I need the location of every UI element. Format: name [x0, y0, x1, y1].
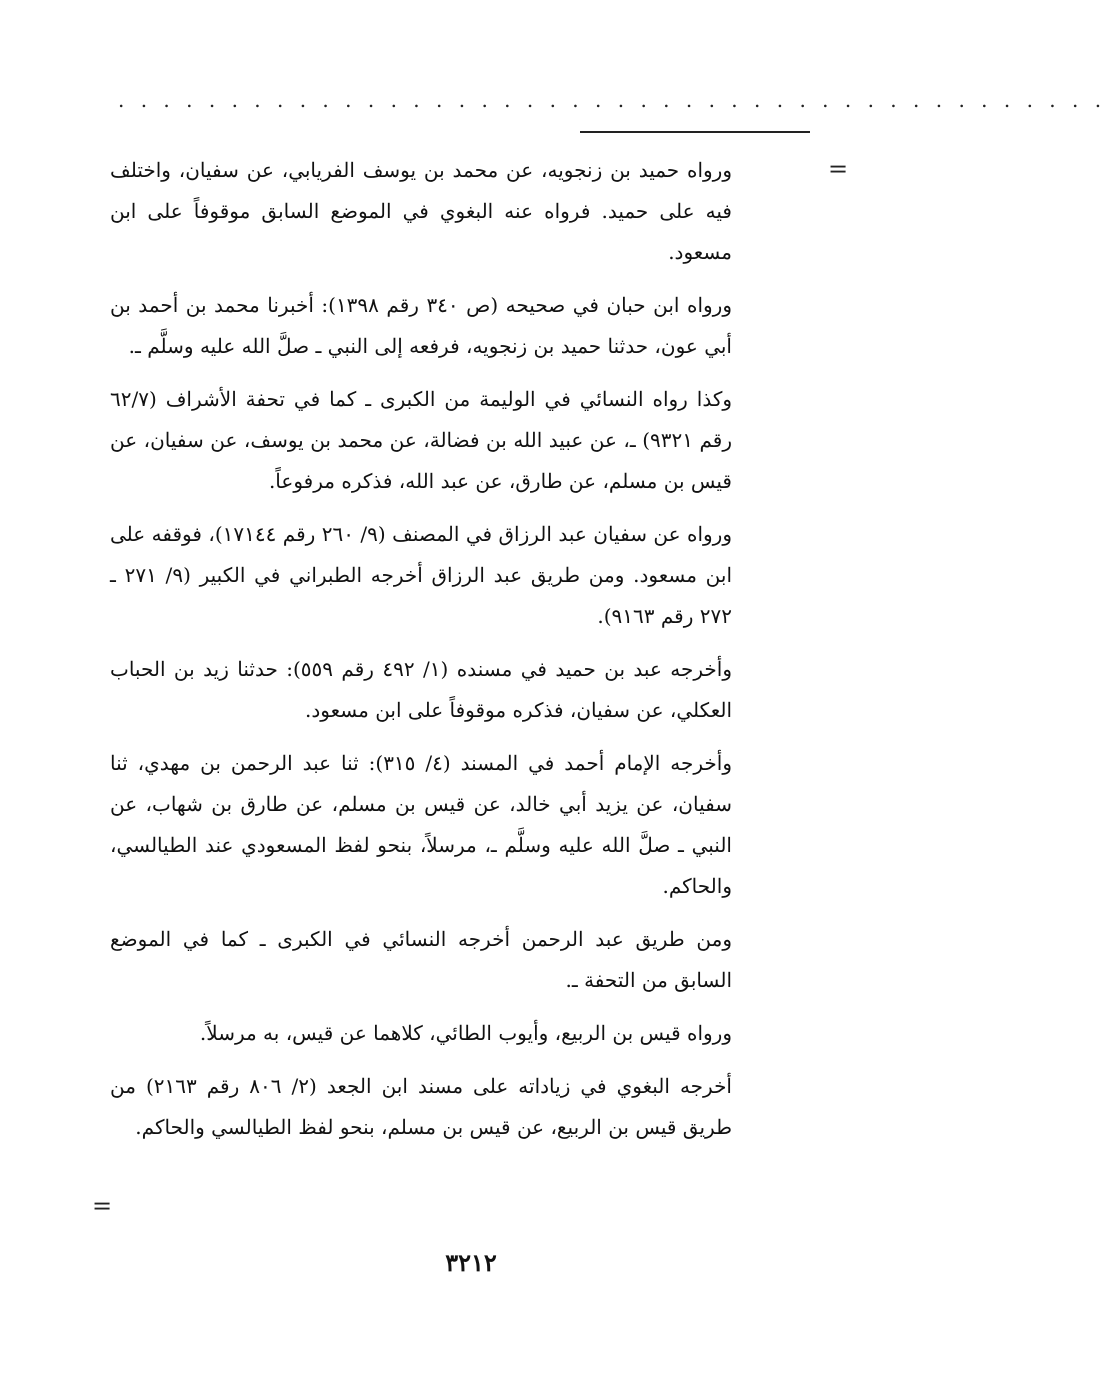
paragraph-3: وكذا رواه النسائي في الوليمة من الكبرى ـ كما في تحفة الأشراف (٦٢/٧ رقم ٩٣٢١) ـ، عن عبيد الله بن فضالة، عن محمد بن يوسف، عن سفيان، عن قيس بن مسلم، عن طارق، عن عبد الله، فذكره مرفوعاً. — [110, 387, 732, 493]
footnote-text-block — [110, 150, 732, 1160]
footnote-separator-line — [580, 131, 810, 133]
page-number: ٣٢١٢ — [445, 1248, 497, 1277]
header-dotted-separator: . . . . . . . . . . . . . . . . . . . . . . . . . . . . . . . . . . . . . . . . . . . . — [118, 88, 1106, 112]
continuation-mark-bottom: = — [92, 1192, 113, 1220]
paragraph-2: ورواه ابن حبان في صحيحه (ص ٣٤٠ رقم ١٣٩٨): أخبرنا محمد بن أحمد بن أبي عون، حدثنا حميد بن زنجويه، فرفعه إلى النبي ـ صلَّ الله عليه وسلَّم ـ. — [110, 293, 732, 358]
paragraph-6: وأخرجه الإمام أحمد في المسند (٤/ ٣١٥): ثنا عبد الرحمن بن مهدي، ثنا سفيان، عن يزيد أبي خالد، عن قيس بن مسلم، عن طارق بن شهاب، عن النبي ـ صلَّ الله عليه وسلَّم ـ، مرسلاً، بنحو لفظ المسعودي عند الطيالسي، والحاكم. — [110, 751, 732, 898]
paragraph-4: ورواه عن سفيان عبد الرزاق في المصنف (٩/ ٢٦٠ رقم ١٧١٤٤)، فوقفه على ابن مسعود. ومن طريق عبد الرزاق أخرجه الطبراني في الكبير (٩/ ٢٧١ ـ ٢٧٢ رقم ٩١٦٣). — [110, 522, 732, 628]
paragraph-7: ومن طريق عبد الرحمن أخرجه النسائي في الكبرى ـ كما في الموضع السابق من التحفة ـ. — [110, 927, 732, 992]
paragraph-9: أخرجه البغوي في زياداته على مسند ابن الجعد (٢/ ٨٠٦ رقم ٢١٦٣) من طريق قيس بن الربيع، عن قيس بن مسلم، بنحو لفظ الطيالسي والحاكم. — [110, 1074, 732, 1139]
paragraph-5: وأخرجه عبد بن حميد في مسنده (١/ ٤٩٢ رقم ٥٥٩): حدثنا زيد بن الحباب العكلي، عن سفيان، فذكره موقوفاً على ابن مسعود. — [110, 657, 732, 722]
paragraph-1: ورواه حميد بن زنجويه، عن محمد بن يوسف الفريابي، عن سفيان، واختلف فيه على حميد. فرواه عنه البغوي في الموضع السابق موقوفاً على ابن مسعود. — [110, 158, 732, 264]
paragraph-8: ورواه قيس بن الربيع، وأيوب الطائي، كلاهما عن قيس، به مرسلاً. — [199, 1021, 732, 1045]
continuation-mark-top: = — [828, 155, 849, 183]
